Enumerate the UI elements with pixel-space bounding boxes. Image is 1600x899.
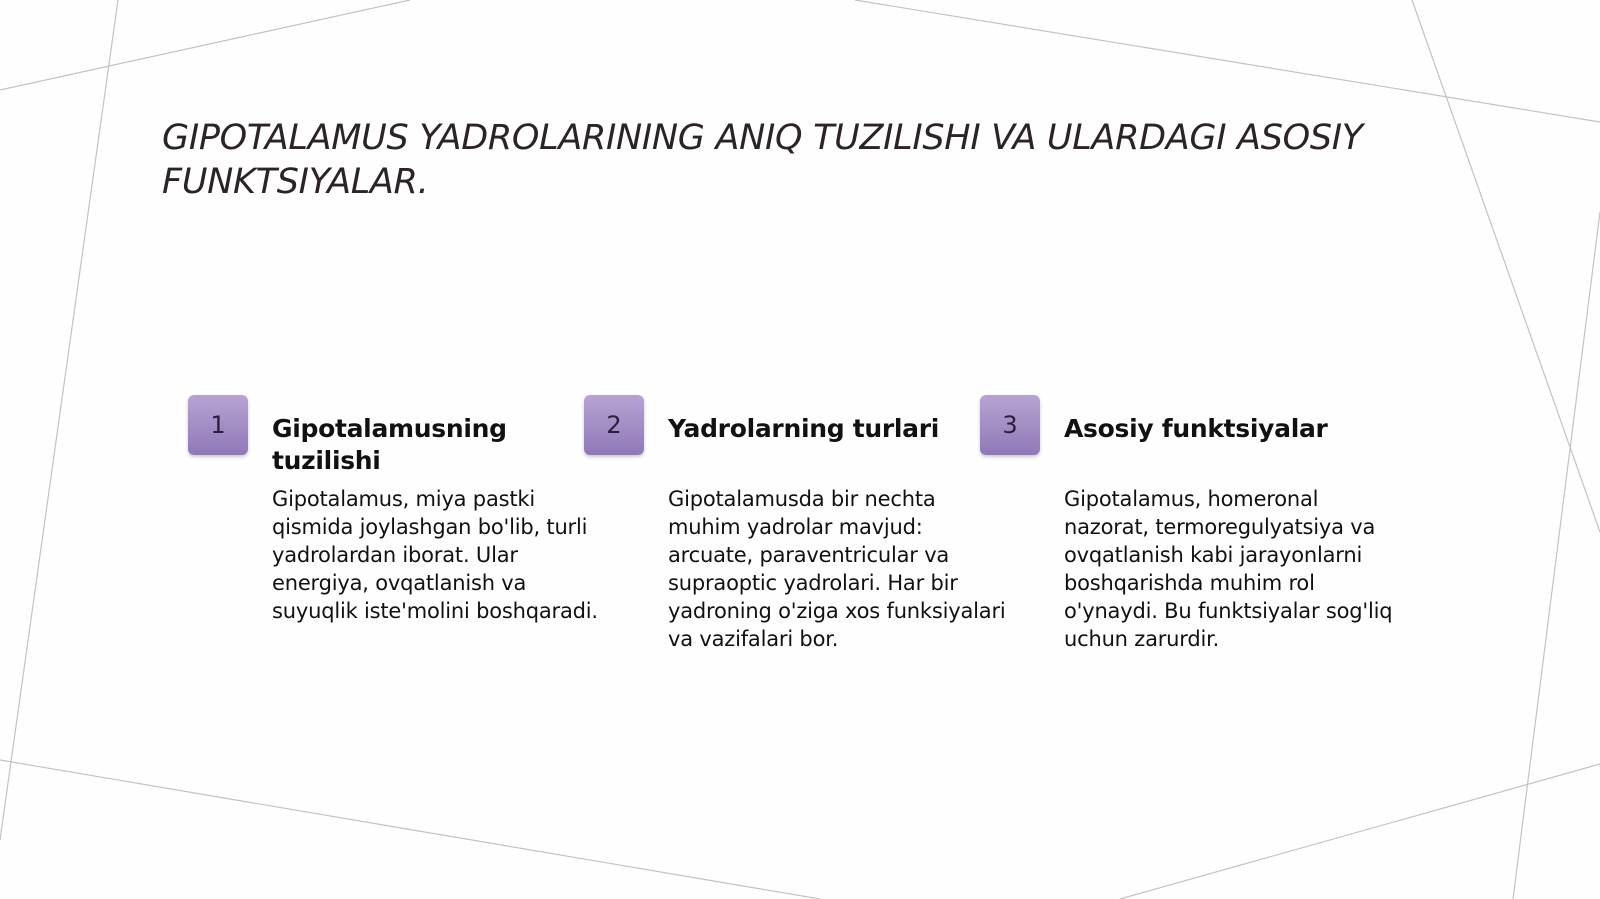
decor-line (0, 760, 820, 899)
step-description: Gipotalamus, homeronal nazorat, termoregulyatsiya va ovqatlanish kabi jarayonlarni boshqarishda muhim rol o'ynaydi. Bu funktsiyalar sog'liq uchun zarurdir. (1064, 487, 1393, 651)
step-description: Gipotalamus, miya pastki qismida joylashgan bo'lib, turli yadrolardan iborat. Ular energiya, ovqatlanish va suyuqlik iste'molini boshqaradi. (272, 487, 598, 623)
step-heading: Gipotalamusning tuzilishi (272, 414, 507, 475)
step-number-badge: 3 (980, 395, 1040, 455)
step-number-badge: 1 (188, 395, 248, 455)
step-heading: Yadrolarning turlari (668, 414, 940, 443)
decor-line (855, 0, 1600, 122)
decor-line (0, 0, 410, 90)
decor-line (1120, 764, 1600, 899)
step-description: Gipotalamusda bir nechta muhim yadrolar mavjud: arcuate, paraventricular va supraoptic yadrolari. Har bir yadroning o'ziga xos funksiyalari va vazifalari bor. (668, 487, 1006, 651)
step-number-badge: 2 (584, 395, 644, 455)
decor-line (1412, 0, 1600, 532)
step-heading: Asosiy funktsiyalar (1064, 414, 1328, 443)
decor-line (1513, 212, 1600, 899)
decor-line (0, 0, 118, 840)
slide-title: GIPOTALAMUS YADROLARINING ANIQ TUZILISHI VA ULARDAGI ASOSIY FUNKTSIYALAR. (162, 118, 1363, 202)
